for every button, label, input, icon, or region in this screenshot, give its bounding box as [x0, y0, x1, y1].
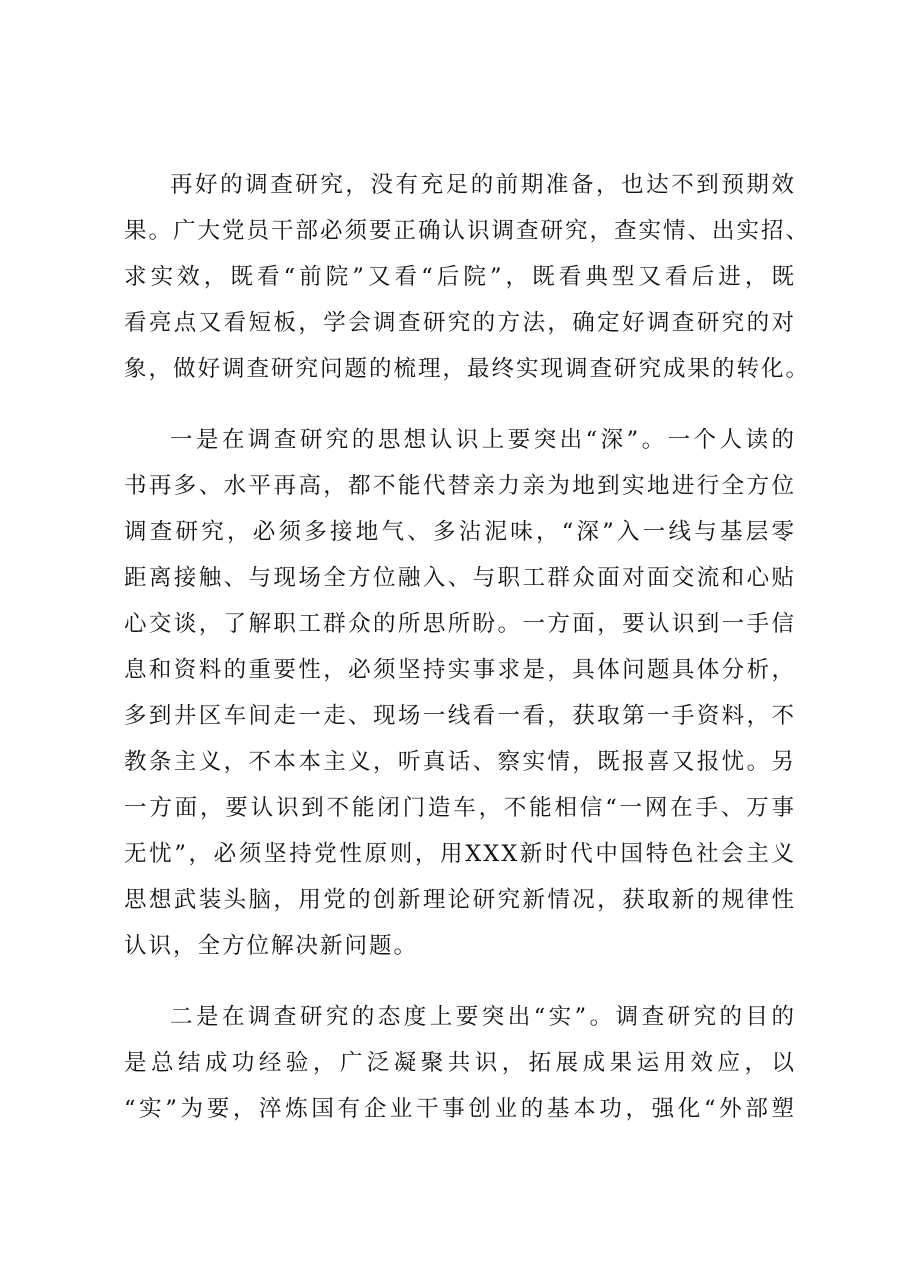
paragraph-3-line-3: “实”为要，淬炼国有企业干事创业的基本功，强化“外部塑 — [124, 1096, 796, 1122]
paragraph-2-line-2: 书再多、水平再高，都不能代替亲力亲为地到实地进行全方位 — [124, 473, 796, 499]
paragraph-2-line-8: 教条主义，不本本主义，听真话、察实情，既报喜又报忧。另 — [124, 749, 796, 775]
paragraph-2-line-10: 无忧”，必须坚持党性原则，用XXX新时代中国特色社会主义 — [124, 841, 796, 867]
paragraph-3-line-2: 是总结成功经验，广泛凝聚共识，拓展成果运用效应，以 — [124, 1050, 796, 1076]
paragraph-1-line-5: 象，做好调查研究问题的梳理，最终实现调查研究成果的转化。 — [124, 356, 811, 382]
paragraph-1-line-3: 求实效，既看“前院”又看“后院”，既看典型又看后进，既 — [124, 264, 796, 290]
paragraph-2-line-12: 认识，全方位解决新问题。 — [124, 933, 419, 959]
paragraph-1-line-2: 果。广大党员干部必须要正确认识调查研究，查实情、出实招、 — [124, 218, 811, 244]
paragraph-2-line-9: 一方面，要认识到不能闭门造车，不能相信“一网在手、万事 — [124, 795, 796, 821]
paragraph-1-line-4: 看亮点又看短板，学会调查研究的方法，确定好调查研究的对 — [124, 310, 796, 336]
paragraph-2-line-7: 多到井区车间走一走、现场一线看一看，获取第一手资料，不 — [124, 703, 796, 729]
paragraph-2-line-3: 调查研究，必须多接地气、多沾泥味，“深”入一线与基层零 — [124, 519, 796, 545]
paragraph-3-line-1: 二是在调查研究的态度上要突出“实”。调查研究的目的 — [170, 1004, 796, 1030]
paragraph-1-line-1: 再好的调查研究，没有充足的前期准备，也达不到预期效 — [170, 172, 796, 198]
paragraph-2-line-4: 距离接触、与现场全方位融入、与职工群众面对面交流和心贴 — [124, 565, 796, 591]
paragraph-2-line-1: 一是在调查研究的思想认识上要突出“深”。一个人读的 — [170, 427, 796, 453]
paragraph-2-line-11: 思想武装头脑，用党的创新理论研究新情况，获取新的规律性 — [124, 887, 796, 913]
paragraph-2-line-5: 心交谈，了解职工群众的所思所盼。一方面，要认识到一手信 — [124, 611, 796, 637]
paragraph-2-line-6: 息和资料的重要性，必须坚持实事求是，具体问题具体分析， — [124, 657, 796, 683]
